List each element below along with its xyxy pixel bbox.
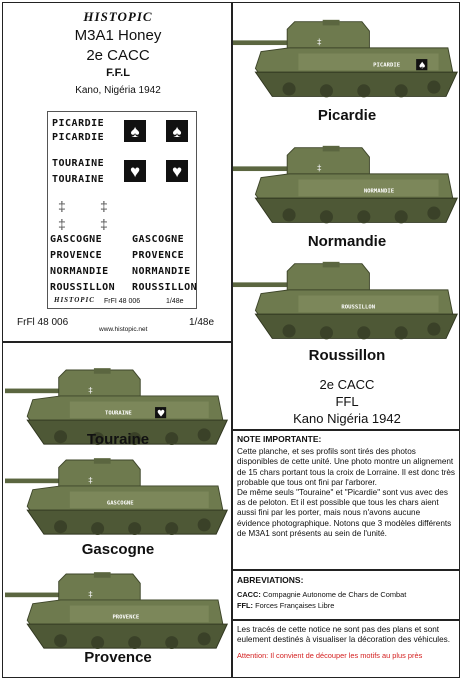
svg-text:♠: ♠ [418,60,427,72]
lorraine-cross-icon: ‡ [317,37,322,48]
unit-info-1: 2e CACC [319,377,375,392]
lorraine-cross-icon: ‡ [88,385,93,396]
decal-ref: FrFI 48 006 [104,298,141,305]
decal-box [47,111,197,309]
decal-gascogne-1: GASCOGNE [50,234,103,245]
decal-touraine-2: TOURAINE [52,174,105,185]
sheet-ref: FrFl 48 006 [17,317,69,328]
ffl-title: F.F.L [106,67,130,79]
decal-provence-1: PROVENCE [50,250,103,261]
decal-picardie-2: PICARDIE [52,132,105,143]
right-profiles-panel [232,2,460,430]
tank-decal-text: GASCOGNE [106,500,134,507]
lorraine-cross-icon: ‡ [88,589,93,600]
note-paragraph-1: Cette planche, et ses profils sont tirés des photos disponibles de cette unité. Une photo montre un alignement de 15 chars portant tous la croix de Lorraine. Il est donc très probable que tous ont fini par l'arborer. [237,447,455,487]
tank-profile-picardie [233,17,461,103]
scale-label: 1/48e [189,317,215,328]
disclaimer-text: Les tracés de cette notice ne sont pas des plans et sont eulement destinés à visualiser la décoration des véhicules. [237,625,450,645]
decal-normandie-2: NORMANDIE [132,266,191,277]
tank-decal-text: PICARDIE [373,62,401,69]
tank-profile-roussillon [233,259,461,345]
abbreviation-item: FFL: Forces Françaises Libre [237,601,335,611]
histopic-logo: HISTOPIC [83,9,153,24]
tank-decal-text: TOURAINE [105,410,132,417]
website: www.histopic.net [99,326,148,333]
lorraine-cross-icon: ‡ [88,475,93,486]
lorraine-cross-icon: ‡ [58,216,66,232]
unit-title: 2e CACC [86,47,150,64]
tank-name-roussillon: Roussillon [308,347,386,364]
decal-provence-2: PROVENCE [132,250,185,261]
lorraine-cross-icon: ‡ [100,198,108,214]
unit-info-2: FFL [335,394,359,409]
tank-decal-text: NORMANDIE [363,188,395,195]
tank-decal-text: ROUSSILLON [341,304,376,311]
spade-icon: ♠ [166,120,188,142]
tank-name-gascogne: Gascogne [81,541,155,558]
tank-name-normandie: Normandie [307,233,387,250]
decal-sheet-panel [2,2,232,342]
left-profiles-panel [2,342,232,678]
decal-touraine-1: TOURAINE [52,158,105,169]
decal-picardie-1: PICARDIE [52,118,105,129]
lorraine-cross-icon: ‡ [58,198,66,214]
decal-normandie-1: NORMANDIE [50,266,109,277]
tank-name-provence: Provence [84,649,152,666]
lorraine-cross-icon: ‡ [317,163,322,174]
tank-profile-provence [5,569,231,655]
abbreviations-heading: ABREVIATIONS: [237,575,304,585]
note-paragraph-2: De même seuls "Touraine" et "Picardie" sont vus avec des as de peloton. Et il est possible que tous les chars aient aussi fini par les porter, mais nous n'avons aucune évidence photographique. Notons que 3 modèles différents de M3A1 sont présents au sein de l'unité. [237,488,452,538]
heart-icon: ♥ [124,160,146,182]
lorraine-cross-icon: ‡ [100,216,108,232]
tank-name-picardie: Picardie [317,107,377,124]
note-panel [232,430,460,570]
tank-profile-gascogne [5,455,231,541]
location-title: Kano, Nigéria 1942 [75,85,161,96]
histopic-logo-small: HISTOPIC [54,296,95,304]
svg-text:♥: ♥ [156,408,166,420]
spade-icon: ♠ [124,120,146,142]
tank-profile-normandie [233,143,461,229]
tank-decal-text: PROVENCE [112,614,140,621]
disclaimer-panel [232,620,460,678]
unit-info-3: Kano Nigéria 1942 [293,411,401,426]
warning-text: Attention: Il convient de découper les motifs au plus près [237,651,423,661]
model-title: M3A1 Honey [74,27,162,44]
heart-icon: ♥ [166,160,188,182]
decal-roussillon-1: ROUSSILLON [50,282,116,293]
decal-gascogne-2: GASCOGNE [132,234,185,245]
abbreviations-panel [232,570,460,620]
note-heading: NOTE IMPORTANTE: [237,434,322,444]
decal-roussillon-2: ROUSSILLON [132,282,198,293]
tank-name-touraine: Touraine [86,431,150,448]
decal-scale: 1/48e [166,298,184,305]
abbreviation-item: CACC: Compagnie Autonome de Chars de Combat [237,590,407,600]
